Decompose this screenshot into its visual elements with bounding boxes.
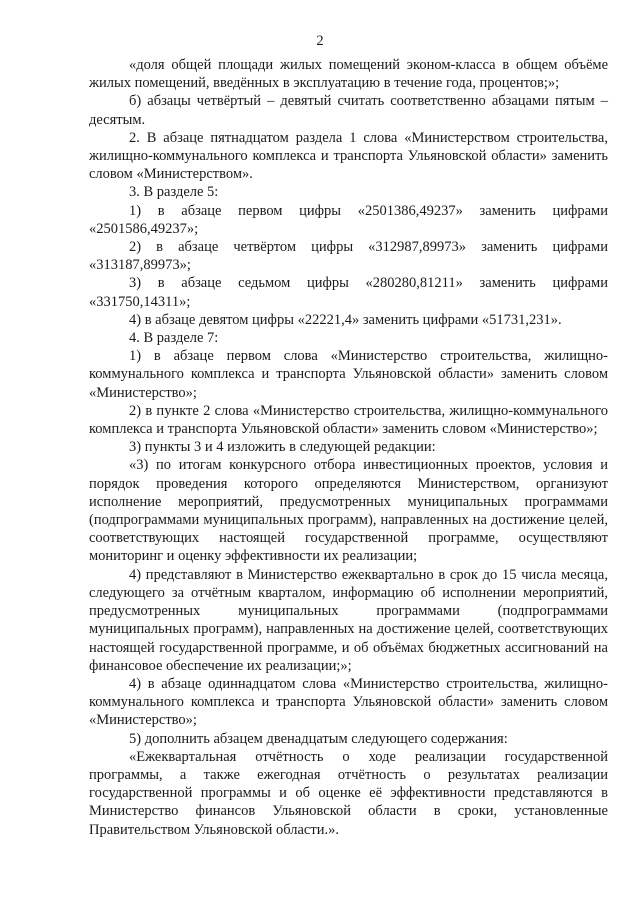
paragraph: 4. В разделе 7:	[129, 330, 219, 347]
paragraph: «3) по итогам конкурсного отбора инвестиционных проектов, условия и порядок проведения которого определяются Министерством, организуют исполнение мероприятий, предусмотренных муниципальных программами (подпрограммами муниципальных программ), направленных на достижение целей, соответствующих настоящей государственной программе, осуществляют мониторинг и оценку эффективности их реализации;	[89, 457, 608, 565]
paragraph: 4) в абзаце девятом цифры «22221,4» заменить цифрами «51731,231».	[129, 311, 562, 328]
paragraph: 2) в абзаце четвёртом цифры «312987,89973» заменить цифрами «313187,89973»;	[89, 239, 608, 274]
page-number: 2	[316, 33, 324, 49]
paragraph: 5) дополнить абзацем двенадцатым следующего содержания:	[129, 730, 508, 747]
paragraph: «Ежеквартальная отчётность о ходе реализации государственной программы, а также ежегодная отчётность о результатах реализации государственной программы и об оценке её эффективности представляются в Министерство финансов Ульяновской области в сроки, установленные Правительством Ульяновской области.».	[89, 748, 608, 838]
paragraph: 4) в абзаце одиннадцатом слова «Министерство строительства, жилищно-коммунального комплекса и транспорта Ульяновской области» заменить словом «Министерство»;	[89, 675, 608, 729]
paragraph: 2) в пункте 2 слова «Министерство строительства, жилищно-коммунального комплекса и транспорта Ульяновской области» заменить словом «Министерство»;	[89, 402, 608, 438]
paragraph: б) абзацы четвёртый – девятый считать соответственно абзацами пятым – десятым.	[89, 93, 608, 128]
paragraph: 4) представляют в Министерство ежеквартально в срок до 15 числа месяца, следующего за отчётным кварталом, информацию об исполнении мероприятий, предусмотренных муниципальных программами (подпрограммами муниципальных программ), направленных на достижение целей, соответствующих настоящей государственной программе, и об объёмах бюджетных ассигнований на финансовое обеспечение их реализации;»;	[89, 566, 608, 674]
paragraph: 3. В разделе 5:	[129, 184, 219, 201]
paragraph: 2. В абзаце пятнадцатом раздела 1 слова «Министерством строительства, жилищно-коммунального комплекса и транспорта Ульяновской области» заменить словом «Министерством».	[89, 129, 608, 183]
paragraph: 1) в абзаце первом цифры «2501386,49237» заменить цифрами «2501586,49237»;	[89, 202, 608, 237]
paragraph: 3) пункты 3 и 4 изложить в следующей редакции:	[129, 439, 436, 456]
paragraph: 1) в абзаце первом слова «Министерство строительства, жилищно-коммунального комплекса и транспорта Ульяновской области» заменить словом «Министерство»;	[89, 348, 608, 401]
document-body	[89, 56, 608, 839]
paragraph: 3) в абзаце седьмом цифры «280280,81211» заменить цифрами «331750,14311»;	[89, 275, 608, 310]
paragraph: «доля общей площади жилых помещений эконом-класса в общем объёме жилых помещений, введённых в эксплуатацию в течение года, процентов;»;	[89, 57, 608, 92]
